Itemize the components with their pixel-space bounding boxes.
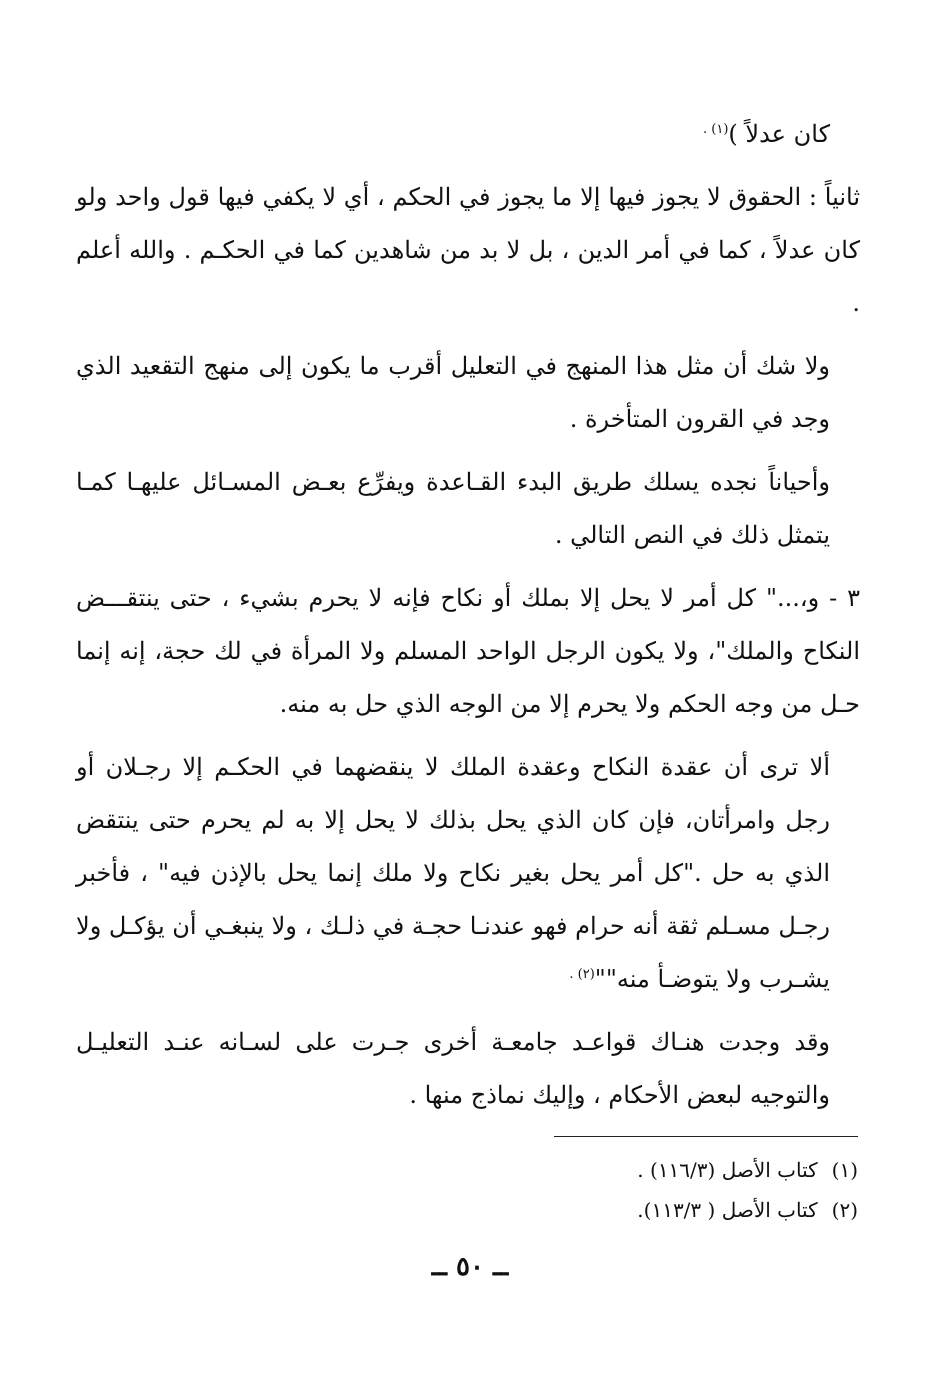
footnote-ref-1: (١) . [703,122,729,137]
paragraph-text: كان عدلاً ) [728,120,830,148]
footnotes [637,1150,858,1230]
footnote-1 [637,1150,858,1190]
footnote-number: (١) [831,1158,858,1182]
page-number: ــ ٥٠ ــ [431,1252,509,1282]
paragraph-second-point: ثانياً : الحقوق لا يجوز فيها إلا ما يجوز في الحكم ، أي لا يكفي فيها قول واحد ولو كان عدلاً ، كما في أمر الدين ، بل لا بد من شاهدين كما في الحكـم . والله أعلم . [76,183,860,317]
paragraph-see [76,741,860,1006]
paragraph-approach: وأحياناً نجده يسلك طريق البدء القـاعدة ويفرِّع بعـض المسـائل عليهـا كمـا يتمثل ذلك في النص التالي . [76,468,830,549]
paragraph-text: ألا ترى أن عقدة النكاح وعقدة الملك لا ينقضهما في الحكـم إلا رجـلان أو رجل وامرأتان، فإن كان الذي يحل بذلك لا يحل إلا به لم يحرم حتى ينتقض الذي به حل ."كل أمر يحل بغير نكاح ولا ملك إنما يحل بالإذن فيه" ، فأخبر رجـل مسـلم ثقة أنه حرام فهو عندنـا حجـة في ذلـك ، ولا ينبغـي أن يؤكـل ولا يشـرب ولا يتوضـأ منه"" [76,753,830,993]
paragraph-quote-3: ٣ - و،..." كل أمر لا يحل إلا بملك أو نكاح فإنه لا يحرم بشيء ، حتى ينتقـــض النكاح والملك"، ولا يكون الرجل الواحد المسلم ولا المرأة في لك حجة، إنه إنما حـل من وجه الحكم ولا يحرم إلا من الوجه الذي حل به منه. [76,584,860,718]
paragraph-continuation [76,108,860,161]
footnote-text: كتاب الأصل ( ١١٣/٣). [637,1198,818,1222]
footnote-number: (٢) [831,1198,858,1222]
paragraph-rules: وقد وجدت هنـاك قواعـد جامعـة أخرى جـرت على لسـانه عنـد التعليـل والتوجيه لبعض الأحكام ، وإليك نماذج منها . [76,1028,830,1109]
footnote-2 [637,1190,858,1230]
paragraph-methodology: ولا شك أن مثل هذا المنهج في التعليل أقرب ما يكون إلى منهج التقعيد الذي وجد في القرون المتأخرة . [76,352,830,433]
main-text [76,108,860,1132]
footnote-divider [554,1136,858,1137]
footnote-text: كتاب الأصل (١١٦/٣) . [637,1158,818,1182]
footnote-ref-2: (٢) . [569,967,595,982]
